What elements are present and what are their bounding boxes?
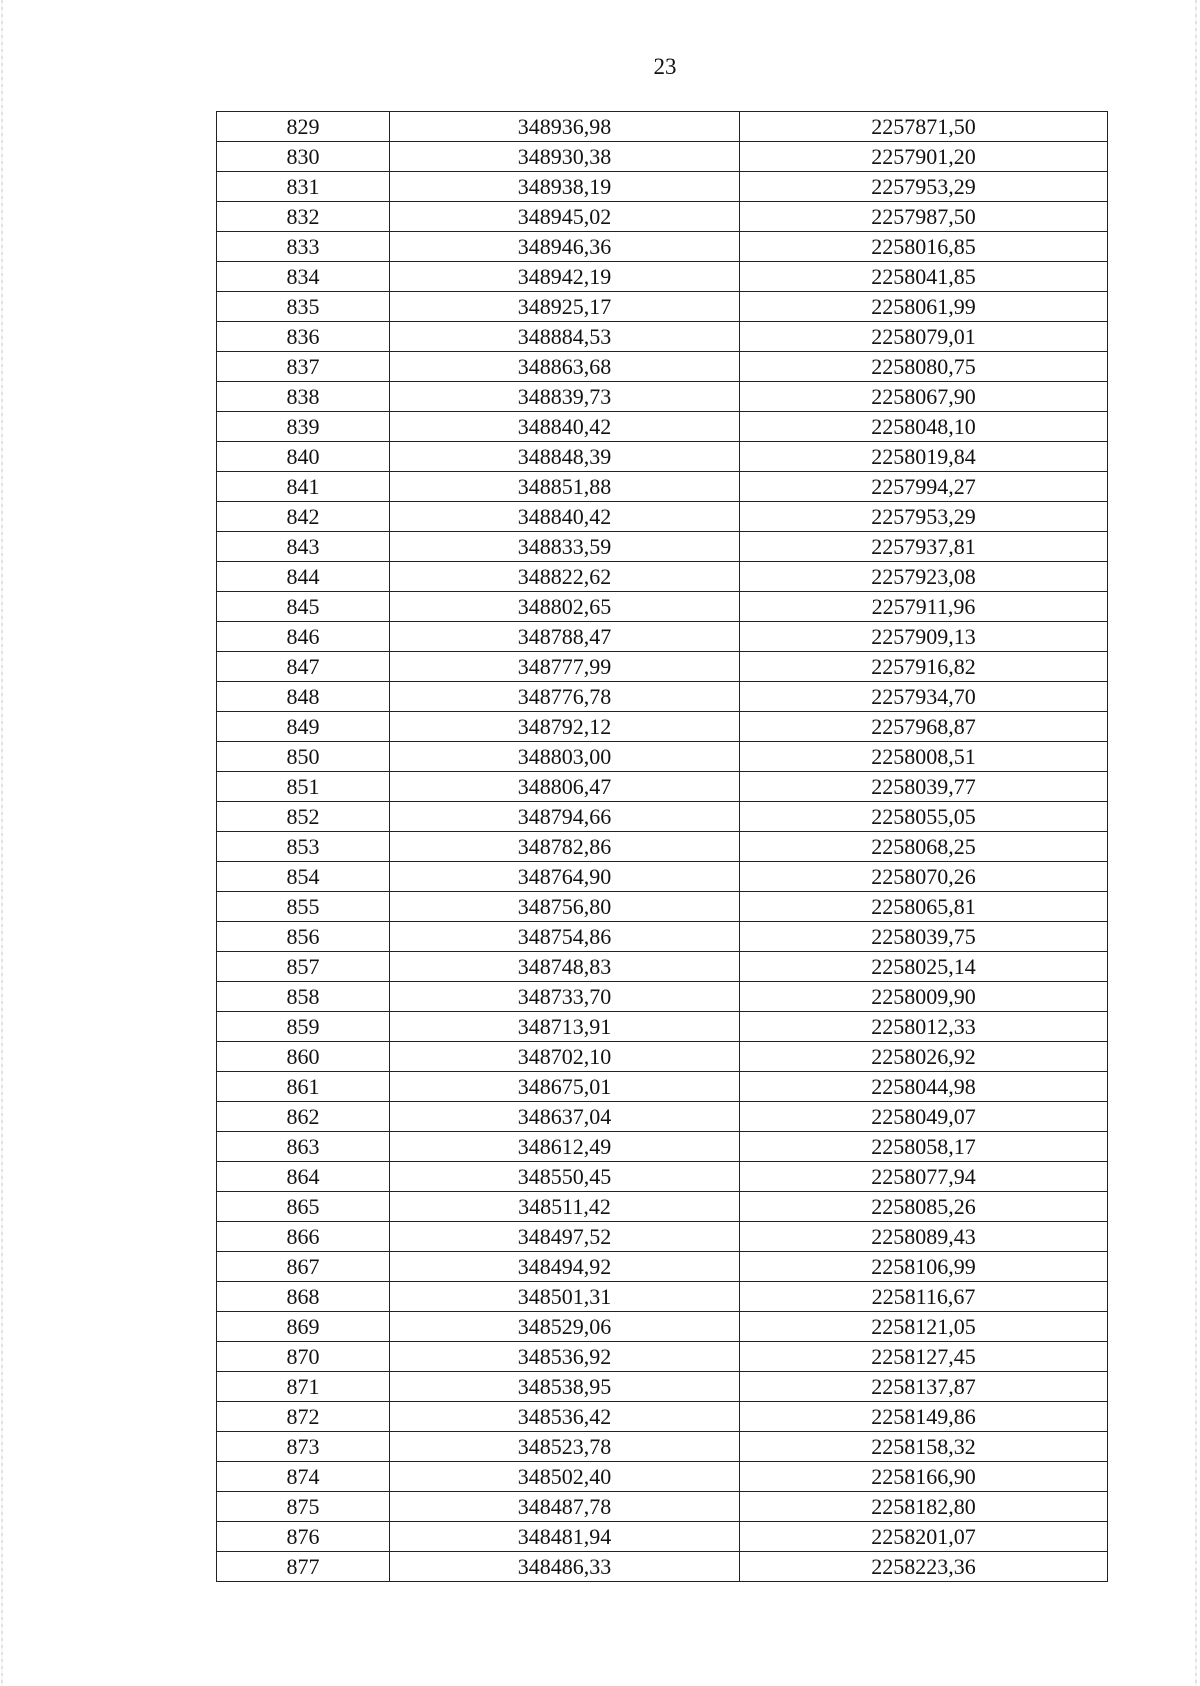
point-number-cell: 854 <box>217 862 390 892</box>
table-row <box>217 1012 1108 1042</box>
x-coordinate-cell: 348637,04 <box>390 1102 740 1132</box>
y-coordinate-cell: 2258223,36 <box>740 1552 1108 1582</box>
table-row <box>217 682 1108 712</box>
y-coordinate-cell: 2258016,85 <box>740 232 1108 262</box>
point-number-cell: 872 <box>217 1402 390 1432</box>
y-coordinate-cell: 2257937,81 <box>740 532 1108 562</box>
x-coordinate-cell: 348833,59 <box>390 532 740 562</box>
y-coordinate-cell: 2258077,94 <box>740 1162 1108 1192</box>
y-coordinate-cell: 2258041,85 <box>740 262 1108 292</box>
y-coordinate-cell: 2258068,25 <box>740 832 1108 862</box>
x-coordinate-cell: 348802,65 <box>390 592 740 622</box>
y-coordinate-cell: 2258116,67 <box>740 1282 1108 1312</box>
x-coordinate-cell: 348945,02 <box>390 202 740 232</box>
y-coordinate-cell: 2258166,90 <box>740 1462 1108 1492</box>
x-coordinate-cell: 348938,19 <box>390 172 740 202</box>
x-coordinate-cell: 348487,78 <box>390 1492 740 1522</box>
y-coordinate-cell: 2258009,90 <box>740 982 1108 1012</box>
table-row <box>217 1492 1108 1522</box>
x-coordinate-cell: 348782,86 <box>390 832 740 862</box>
y-coordinate-cell: 2258158,32 <box>740 1432 1108 1462</box>
y-coordinate-cell: 2258080,75 <box>740 352 1108 382</box>
y-coordinate-cell: 2258079,01 <box>740 322 1108 352</box>
table-row <box>217 892 1108 922</box>
x-coordinate-cell: 348792,12 <box>390 712 740 742</box>
y-coordinate-cell: 2258025,14 <box>740 952 1108 982</box>
y-coordinate-cell: 2257923,08 <box>740 562 1108 592</box>
y-coordinate-cell: 2258070,26 <box>740 862 1108 892</box>
y-coordinate-cell: 2258085,26 <box>740 1192 1108 1222</box>
x-coordinate-cell: 348942,19 <box>390 262 740 292</box>
x-coordinate-cell: 348733,70 <box>390 982 740 1012</box>
table-row <box>217 1552 1108 1582</box>
x-coordinate-cell: 348822,62 <box>390 562 740 592</box>
coordinates-table <box>216 111 1108 1582</box>
table-row <box>217 412 1108 442</box>
table-row <box>217 142 1108 172</box>
y-coordinate-cell: 2257994,27 <box>740 472 1108 502</box>
y-coordinate-cell: 2258048,10 <box>740 412 1108 442</box>
point-number-cell: 842 <box>217 502 390 532</box>
table-row <box>217 1282 1108 1312</box>
table-row <box>217 802 1108 832</box>
x-coordinate-cell: 348502,40 <box>390 1462 740 1492</box>
point-number-cell: 841 <box>217 472 390 502</box>
table-row <box>217 1252 1108 1282</box>
table-row <box>217 202 1108 232</box>
point-number-cell: 830 <box>217 142 390 172</box>
y-coordinate-cell: 2258149,86 <box>740 1402 1108 1432</box>
x-coordinate-cell: 348839,73 <box>390 382 740 412</box>
point-number-cell: 832 <box>217 202 390 232</box>
page-number: 23 <box>653 54 677 79</box>
table-row <box>217 112 1108 142</box>
point-number-cell: 855 <box>217 892 390 922</box>
x-coordinate-cell: 348511,42 <box>390 1192 740 1222</box>
coordinates-table-body <box>217 112 1108 1582</box>
table-row <box>217 652 1108 682</box>
y-coordinate-cell: 2258065,81 <box>740 892 1108 922</box>
point-number-cell: 859 <box>217 1012 390 1042</box>
point-number-cell: 870 <box>217 1342 390 1372</box>
y-coordinate-cell: 2258201,07 <box>740 1522 1108 1552</box>
y-coordinate-cell: 2258044,98 <box>740 1072 1108 1102</box>
x-coordinate-cell: 348550,45 <box>390 1162 740 1192</box>
y-coordinate-cell: 2258012,33 <box>740 1012 1108 1042</box>
point-number-cell: 836 <box>217 322 390 352</box>
x-coordinate-cell: 348884,53 <box>390 322 740 352</box>
point-number-cell: 833 <box>217 232 390 262</box>
point-number-cell: 831 <box>217 172 390 202</box>
y-coordinate-cell: 2258055,05 <box>740 802 1108 832</box>
y-coordinate-cell: 2258127,45 <box>740 1342 1108 1372</box>
y-coordinate-cell: 2258008,51 <box>740 742 1108 772</box>
y-coordinate-cell: 2257916,82 <box>740 652 1108 682</box>
x-coordinate-cell: 348702,10 <box>390 1042 740 1072</box>
y-coordinate-cell: 2257909,13 <box>740 622 1108 652</box>
point-number-cell: 877 <box>217 1552 390 1582</box>
table-row <box>217 592 1108 622</box>
point-number-cell: 851 <box>217 772 390 802</box>
table-row <box>217 1462 1108 1492</box>
x-coordinate-cell: 348538,95 <box>390 1372 740 1402</box>
point-number-cell: 857 <box>217 952 390 982</box>
y-coordinate-cell: 2258058,17 <box>740 1132 1108 1162</box>
table-row <box>217 1042 1108 1072</box>
y-coordinate-cell: 2257934,70 <box>740 682 1108 712</box>
table-row <box>217 1372 1108 1402</box>
table-row <box>217 1072 1108 1102</box>
table-row <box>217 1222 1108 1252</box>
point-number-cell: 876 <box>217 1522 390 1552</box>
table-row <box>217 442 1108 472</box>
table-row <box>217 922 1108 952</box>
y-coordinate-cell: 2257953,29 <box>740 502 1108 532</box>
point-number-cell: 866 <box>217 1222 390 1252</box>
point-number-cell: 847 <box>217 652 390 682</box>
x-coordinate-cell: 348936,98 <box>390 112 740 142</box>
table-row <box>217 982 1108 1012</box>
x-coordinate-cell: 348840,42 <box>390 412 740 442</box>
x-coordinate-cell: 348840,42 <box>390 502 740 532</box>
table-row <box>217 1402 1108 1432</box>
x-coordinate-cell: 348486,33 <box>390 1552 740 1582</box>
table-row <box>217 322 1108 352</box>
table-row <box>217 862 1108 892</box>
scan-edge-right <box>1195 0 1197 1686</box>
table-row <box>217 472 1108 502</box>
point-number-cell: 838 <box>217 382 390 412</box>
point-number-cell: 871 <box>217 1372 390 1402</box>
point-number-cell: 865 <box>217 1192 390 1222</box>
point-number-cell: 869 <box>217 1312 390 1342</box>
point-number-cell: 849 <box>217 712 390 742</box>
x-coordinate-cell: 348713,91 <box>390 1012 740 1042</box>
point-number-cell: 843 <box>217 532 390 562</box>
y-coordinate-cell: 2258049,07 <box>740 1102 1108 1132</box>
table-row <box>217 292 1108 322</box>
x-coordinate-cell: 348494,92 <box>390 1252 740 1282</box>
y-coordinate-cell: 2258061,99 <box>740 292 1108 322</box>
table-row <box>217 1432 1108 1462</box>
point-number-cell: 875 <box>217 1492 390 1522</box>
x-coordinate-cell: 348536,92 <box>390 1342 740 1372</box>
point-number-cell: 868 <box>217 1282 390 1312</box>
x-coordinate-cell: 348756,80 <box>390 892 740 922</box>
point-number-cell: 852 <box>217 802 390 832</box>
point-number-cell: 846 <box>217 622 390 652</box>
table-row <box>217 382 1108 412</box>
y-coordinate-cell: 2257987,50 <box>740 202 1108 232</box>
point-number-cell: 839 <box>217 412 390 442</box>
x-coordinate-cell: 348754,86 <box>390 922 740 952</box>
point-number-cell: 835 <box>217 292 390 322</box>
point-number-cell: 864 <box>217 1162 390 1192</box>
point-number-cell: 850 <box>217 742 390 772</box>
point-number-cell: 834 <box>217 262 390 292</box>
point-number-cell: 862 <box>217 1102 390 1132</box>
x-coordinate-cell: 348794,66 <box>390 802 740 832</box>
point-number-cell: 829 <box>217 112 390 142</box>
y-coordinate-cell: 2258039,75 <box>740 922 1108 952</box>
x-coordinate-cell: 348536,42 <box>390 1402 740 1432</box>
table-row <box>217 532 1108 562</box>
point-number-cell: 853 <box>217 832 390 862</box>
table-row <box>217 1192 1108 1222</box>
x-coordinate-cell: 348501,31 <box>390 1282 740 1312</box>
table-row <box>217 1522 1108 1552</box>
table-row <box>217 742 1108 772</box>
x-coordinate-cell: 348777,99 <box>390 652 740 682</box>
x-coordinate-cell: 348764,90 <box>390 862 740 892</box>
y-coordinate-cell: 2258039,77 <box>740 772 1108 802</box>
x-coordinate-cell: 348863,68 <box>390 352 740 382</box>
x-coordinate-cell: 348806,47 <box>390 772 740 802</box>
y-coordinate-cell: 2258019,84 <box>740 442 1108 472</box>
table-row <box>217 622 1108 652</box>
x-coordinate-cell: 348788,47 <box>390 622 740 652</box>
point-number-cell: 874 <box>217 1462 390 1492</box>
y-coordinate-cell: 2258182,80 <box>740 1492 1108 1522</box>
table-row <box>217 1312 1108 1342</box>
x-coordinate-cell: 348803,00 <box>390 742 740 772</box>
table-row <box>217 1102 1108 1132</box>
point-number-cell: 848 <box>217 682 390 712</box>
y-coordinate-cell: 2258067,90 <box>740 382 1108 412</box>
table-row <box>217 1342 1108 1372</box>
x-coordinate-cell: 348848,39 <box>390 442 740 472</box>
table-row <box>217 952 1108 982</box>
y-coordinate-cell: 2258106,99 <box>740 1252 1108 1282</box>
x-coordinate-cell: 348675,01 <box>390 1072 740 1102</box>
x-coordinate-cell: 348930,38 <box>390 142 740 172</box>
y-coordinate-cell: 2258089,43 <box>740 1222 1108 1252</box>
table-row <box>217 832 1108 862</box>
y-coordinate-cell: 2258121,05 <box>740 1312 1108 1342</box>
x-coordinate-cell: 348946,36 <box>390 232 740 262</box>
y-coordinate-cell: 2258026,92 <box>740 1042 1108 1072</box>
table-row <box>217 502 1108 532</box>
point-number-cell: 863 <box>217 1132 390 1162</box>
point-number-cell: 867 <box>217 1252 390 1282</box>
point-number-cell: 837 <box>217 352 390 382</box>
point-number-cell: 858 <box>217 982 390 1012</box>
y-coordinate-cell: 2257911,96 <box>740 592 1108 622</box>
table-row <box>217 232 1108 262</box>
x-coordinate-cell: 348523,78 <box>390 1432 740 1462</box>
y-coordinate-cell: 2258137,87 <box>740 1372 1108 1402</box>
x-coordinate-cell: 348612,49 <box>390 1132 740 1162</box>
table-row <box>217 1162 1108 1192</box>
table-row <box>217 772 1108 802</box>
point-number-cell: 861 <box>217 1072 390 1102</box>
table-row <box>217 172 1108 202</box>
y-coordinate-cell: 2257968,87 <box>740 712 1108 742</box>
x-coordinate-cell: 348925,17 <box>390 292 740 322</box>
point-number-cell: 840 <box>217 442 390 472</box>
x-coordinate-cell: 348481,94 <box>390 1522 740 1552</box>
x-coordinate-cell: 348529,06 <box>390 1312 740 1342</box>
point-number-cell: 873 <box>217 1432 390 1462</box>
x-coordinate-cell: 348776,78 <box>390 682 740 712</box>
table-row <box>217 352 1108 382</box>
scan-edge-left <box>1 0 3 1686</box>
y-coordinate-cell: 2257953,29 <box>740 172 1108 202</box>
x-coordinate-cell: 348497,52 <box>390 1222 740 1252</box>
point-number-cell: 844 <box>217 562 390 592</box>
point-number-cell: 860 <box>217 1042 390 1072</box>
y-coordinate-cell: 2257871,50 <box>740 112 1108 142</box>
y-coordinate-cell: 2257901,20 <box>740 142 1108 172</box>
point-number-cell: 845 <box>217 592 390 622</box>
x-coordinate-cell: 348748,83 <box>390 952 740 982</box>
table-row <box>217 712 1108 742</box>
table-row <box>217 1132 1108 1162</box>
x-coordinate-cell: 348851,88 <box>390 472 740 502</box>
point-number-cell: 856 <box>217 922 390 952</box>
table-row <box>217 262 1108 292</box>
table-row <box>217 562 1108 592</box>
